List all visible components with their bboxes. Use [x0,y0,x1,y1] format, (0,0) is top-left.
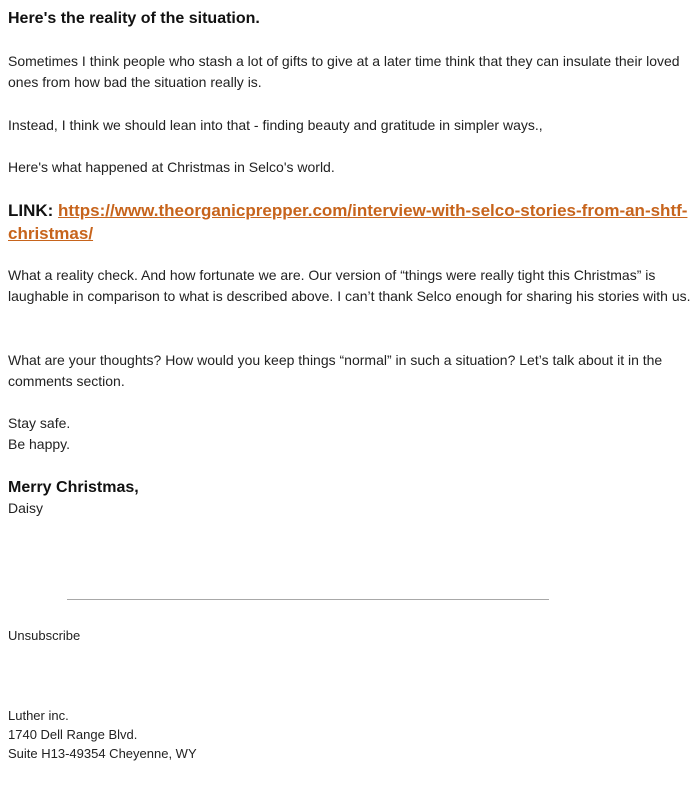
unsubscribe-link[interactable]: Unsubscribe [8,628,81,643]
company-name: Luther inc. [8,708,69,723]
signature: Daisy [8,500,44,516]
footer-divider [67,599,549,600]
link-block [8,199,692,245]
sign-off-stay-safe: Stay safe. [8,415,71,431]
paragraph-thoughts: What are your thoughts? How would you keep things “normal” in such a situation? Let’s talk about it in the comments section. [8,352,663,389]
closing: Merry Christmas, [8,479,139,496]
sign-off [8,413,692,455]
paragraph-reality-check: What a reality check. And how fortunate we are. Our version of “things were really tight this Christmas” is laughable in comparison to what is described above. I can’t thank Selco enough for sharing his stories with us. [8,267,691,304]
address-line-1: 1740 Dell Range Blvd. [8,727,138,742]
paragraph-instead: Instead, I think we should lean into that - finding beauty and gratitude in simpler ways., [8,117,543,133]
address-line-2: Suite H13-49354 Cheyenne, WY [8,746,197,761]
sign-off-be-happy: Be happy. [8,436,71,452]
paragraph-intro: Sometimes I think people who stash a lot of gifts to give at a later time think that they can insulate their loved ones from how bad the situation really is. [8,53,680,90]
email-heading: Here's the reality of the situation. [8,10,260,27]
paragraph-what-happened: Here's what happened at Christmas in Selco's world. [8,159,335,175]
footer-address [8,706,197,763]
article-link[interactable]: https://www.theorganicprepper.com/interview-with-selco-stories-from-an-shtf-christmas/ [8,201,688,243]
link-label: LINK: [8,201,59,220]
